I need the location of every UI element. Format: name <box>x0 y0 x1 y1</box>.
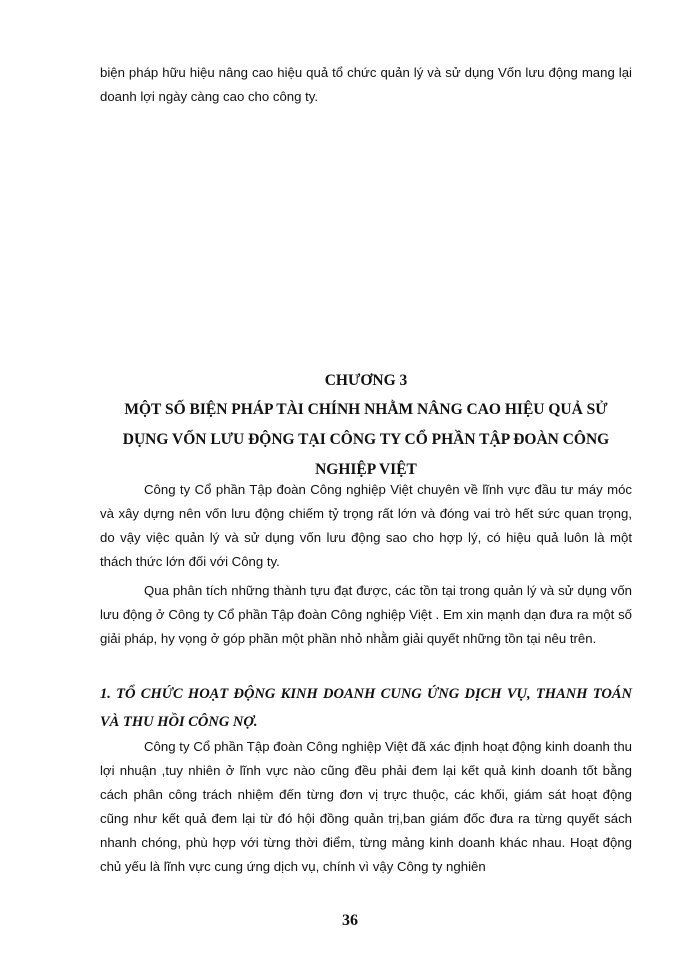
paragraph-analysis: Qua phân tích những thành tựu đạt được, các tồn tại trong quản lý và sử dụng vốn lưu động ở Công ty Cổ phần Tập đoàn Công nghiệp Việt . Em xin mạnh dạn đưa ra một số giải pháp, hy vọng ở góp phần một phần nhỏ nhằm giải quyết những tồn tại nêu trên. <box>100 583 632 646</box>
paragraph-top: biện pháp hữu hiệu nâng cao hiệu quả tổ chức quản lý và sử dụng Vốn lưu động mang lại doanh lợi ngày càng cao cho công ty. <box>100 65 632 104</box>
paragraph-intro: Công ty Cổ phần Tập đoàn Công nghiệp Việt chuyên về lĩnh vực đầu tư máy móc và xây dựng nên vốn lưu động chiếm tỷ trọng rất lớn và đóng vai trò hết sức quan trọng, do vậy việc quản lý và sử dụng vốn lưu động sao cho hợp lý, có hiệu quả luôn là một thách thức lớn đối với Công ty. <box>100 482 632 569</box>
chapter-label: CHƯƠNG 3 <box>324 372 408 389</box>
paragraph-business: Công ty Cổ phần Tập đoàn Công nghiệp Việt đã xác định hoạt động kinh doanh thu lợi nhuận ,tuy nhiên ở lĩnh vực nào cũng đều phải đem lại kết quả kinh doanh tốt bằng cách phân công trách nhiệm đến từng đơn vị trực thuộc, các khối, giám sát hoạt động cũng như kết quả đem lại từ đó hội đồng quản trị,ban giám đốc đưa ra từng quyết sách nhanh chóng, phù hợp với từng thời điểm, từng mảng kinh doanh khác nhau. Hoạt động chủ yếu là lĩnh vực cung ứng dịch vụ, chính vì vậy Công ty nghiên <box>100 739 632 874</box>
page-number: 36 <box>342 912 358 929</box>
chapter-title: MỘT SỐ BIỆN PHÁP TÀI CHÍNH NHẰM NÂNG CAO HIỆU QUẢ SỬ DỤNG VỐN LƯU ĐỘNG TẠI CÔNG TY CỔ PHẦN TẬP ĐOÀN CÔNG NGHIỆP VIỆT <box>122 401 610 478</box>
section-heading: 1. TỔ CHỨC HOẠT ĐỘNG KINH DOANH CUNG ỨNG DỊCH VỤ, THANH TOÁN VÀ THU HỒI CÔNG NỢ. <box>100 686 632 730</box>
